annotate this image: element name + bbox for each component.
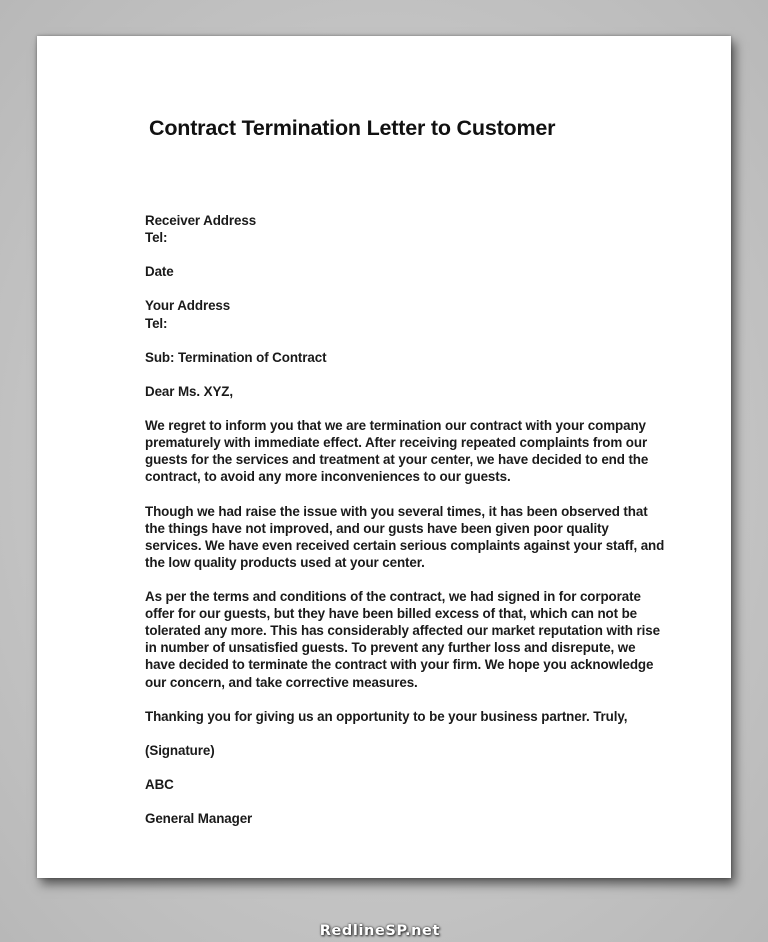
receiver-tel: Tel:	[145, 230, 168, 246]
letter-paragraph: We regret to inform you that we are termination our contract with your company prematurely with immediate effect. After receiving repeated complaints from our guests for the services and treatment at your center, we have decided to end the contract, to avoid any more inconveniences to our guests.	[145, 418, 649, 485]
salutation-block	[145, 383, 665, 400]
sender-name-block	[145, 776, 665, 793]
letter-signature: (Signature)	[145, 742, 215, 758]
sender-name: ABC	[145, 777, 174, 793]
letter-paragraph: As per the terms and conditions of the contract, we had signed in for corporate offer for our guests, but they have been billed excess of that, which can not be tolerated any more. This has considerably affected our market reputation with rise in number of unsatisfied guests. To prevent any further loss and disrepute, we have decided to terminate the contract with your firm. We hope you acknowledge our concern, and take corrective measures.	[145, 589, 660, 690]
site-watermark: RedlineSP.net	[319, 923, 440, 939]
sender-block	[145, 297, 665, 331]
sender-address: Your Address	[145, 298, 231, 314]
letter-closing: Thanking you for giving us an opportunity to be your business partner. Truly,	[145, 708, 628, 724]
closing-block	[145, 708, 665, 725]
date-block	[145, 263, 665, 280]
sender-title-block	[145, 810, 665, 827]
letter-title: Contract Termination Letter to Customer	[149, 116, 556, 140]
sender-tel: Tel:	[145, 315, 168, 331]
letter-salutation: Dear Ms. XYZ,	[145, 383, 234, 399]
letter-paragraph: Though we had raise the issue with you several times, it has been observed that the things have not improved, and our gusts have been given poor quality services. We have even received certain serious complaints against your staff, and the low quality products used at your center.	[145, 503, 665, 570]
letter-date: Date	[145, 264, 174, 280]
letter-body	[145, 212, 665, 827]
letter-subject: Sub: Termination of Contract	[145, 349, 327, 365]
sender-title: General Manager	[145, 811, 253, 827]
subject-block	[145, 349, 665, 366]
letter-page	[37, 36, 731, 878]
signature-block	[145, 742, 665, 759]
receiver-block	[145, 212, 665, 246]
receiver-address: Receiver Address	[145, 213, 257, 228]
